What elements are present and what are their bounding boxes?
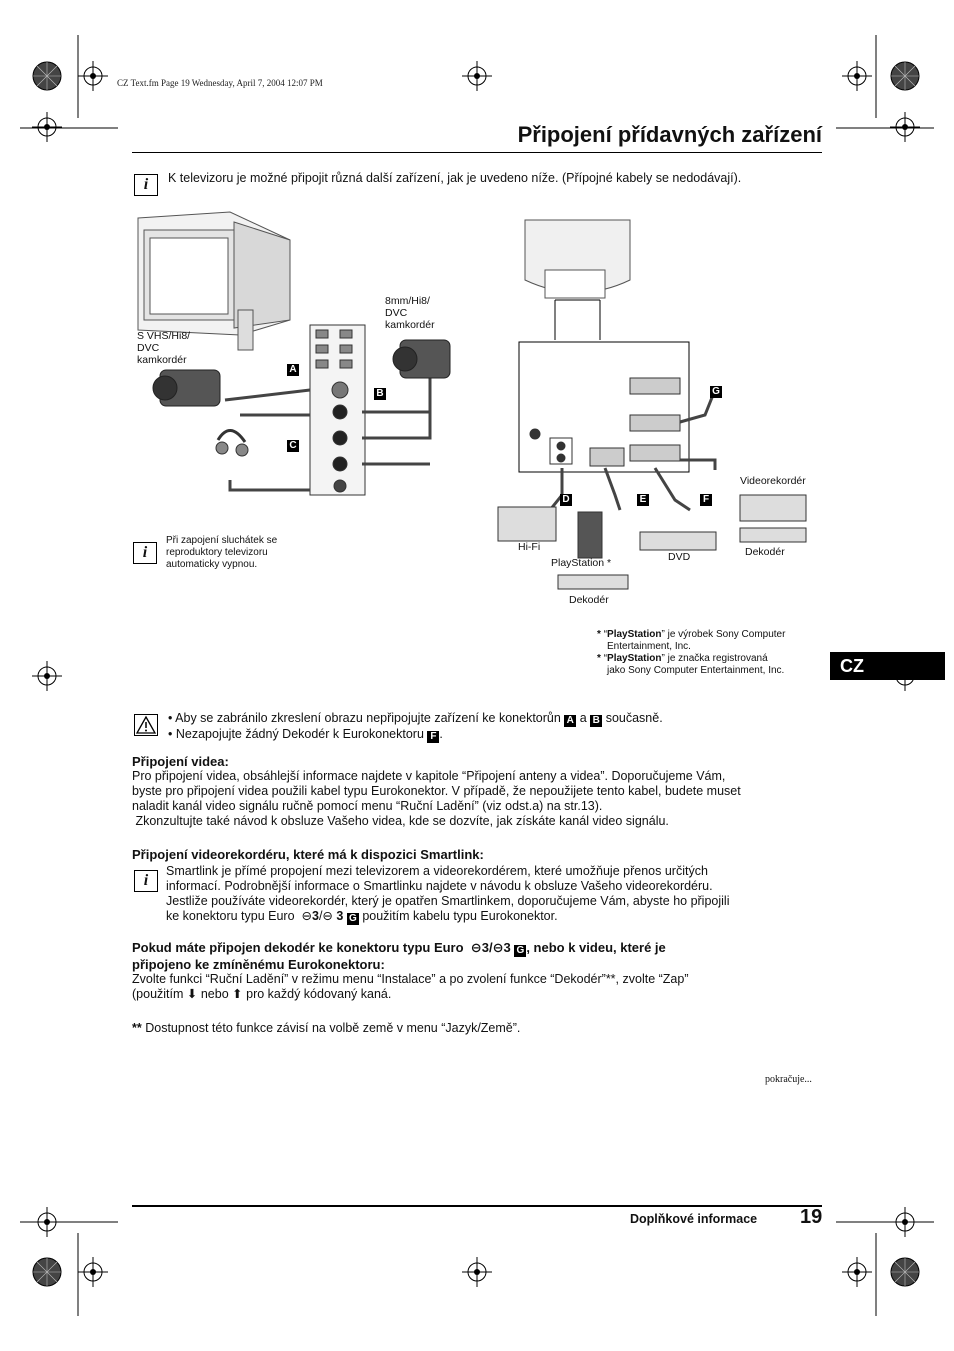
label-videorekorder: Videorekordér [740,475,806,487]
section-smartlink-text: Smartlink je přímé propojení mezi televizorem a videorekordérem, které umožňuje přenos určitých informací. Podrobnější informace o Smartlinku najdete v návodu k obsluze Vašeho videorekordéru. Jestliže používáte videorekordér, který je opatřen Smartlinkem, doporučujeme Vám, abyste ho připojili ke konektoru typu Euro ⊖3/⊖ 3 G použitím kabelu typu Eurokonektor. [166,864,730,924]
headphone-note: Při zapojení sluchátek se reproduktory televizoru automaticky vypnou. [166,535,278,570]
footer-section: Doplňkové informace [630,1212,758,1226]
intro-text: K televizoru je možné připojit různá další zařízení, jak je uvedeno níže. (Přípojné kabely se nedodávají). [168,171,742,185]
section-smartlink-heading: Připojení videorekordéru, které má k dispozici Smartlink: [132,847,484,862]
section-decoder: Pokud máte připojen dekodér ke konektoru typu Euro ⊖3/⊖3 G , nebo k videu, které je připojeno ke zmíněnému Eurokonektoru: Zvolte funkci “Ruční Ladění” v režimu menu “Instalace” a po zvolení funkce “Dekodér”**, zvolte “Zap” (použitím ⬇ nebo ⬆ pro každý kódovaný kaná. [132,940,689,1001]
euro-in-icon: ⊖ [467,940,482,955]
marker-a: A [287,358,299,376]
arrow-up-icon: ⬆ [232,987,243,1001]
continue-note: pokračuje... [765,1074,812,1085]
label-8mm: 8mm/Hi8/ DVC kamkordér [385,295,435,331]
label-dekoder-right: Dekodér [745,546,785,558]
euro-out-icon: ⊖ [492,940,504,955]
marker-b: B [374,382,386,400]
section-video-heading: Připojení videa: [132,754,229,769]
marker-f: F [700,488,712,506]
warning-line-1: • Aby se zabránilo zkreslení obrazu nepřipojujte zařízení ke konektorůn A a B současně. [168,711,663,726]
footer-rule [132,1205,822,1207]
label-dekoder-bottom: Dekodér [569,594,609,606]
footnote-double-star: ** Dostupnost této funkce závisí na volbě země v menu “Jazyk/Země”. [132,1021,521,1035]
label-dvd: DVD [668,551,691,563]
warning-line-2: • Nezapojujte žádný Dekodér k Eurokonektoru F . [168,727,443,742]
page-number: 19 [800,1206,823,1228]
page-title: Připojení přídavných zařízení [517,122,822,147]
euro-in-icon: ⊖ [298,909,312,923]
euro-out-icon: ⊖ [322,909,333,923]
label-svhs: S VHS/Hi8/ DVC kamkordér [137,330,191,366]
section-video: Připojení videa: Pro připojení videa, obsáhlejší informace najdete v kapitole “Připojení anteny a videa”. Doporučujeme Vám, byste pro připojení videa použili kabel typu Eurokonektor. V případě, že nepoužijete tento kabel, budete muset naladit kanál video signálu ručně pomocí menu “Ruční Ladění” (viz odst.a) na str.13). Zkonzultujte také návod k obsluze Vašeho videa, kde se dozvíte, jak získáte kanál video signálu. [132,754,824,829]
marker-c: C [287,434,299,452]
warning-icon [134,714,158,736]
footnotes: * “PlayStation” je výrobek Sony Computer Entertainment, Inc. * “PlayStation” je značka registrovaná jako Sony Computer Entertainment, Inc. [597,629,786,676]
info-icon: i [133,542,157,564]
marker-d: D [560,488,572,506]
label-playstation: PlayStation * [551,557,612,569]
file-info-header: CZ Text.fm Page 19 Wednesday, April 7, 2004 12:07 PM [117,78,323,88]
language-tab: CZ [830,652,945,680]
title-rule [132,152,822,153]
info-icon: i [134,870,158,892]
marker-g: G [710,380,722,398]
marker-e: E [637,488,649,506]
info-icon: i [134,174,158,196]
arrow-down-icon: ⬇ [186,987,198,1001]
label-hifi: Hi-Fi [518,541,541,553]
